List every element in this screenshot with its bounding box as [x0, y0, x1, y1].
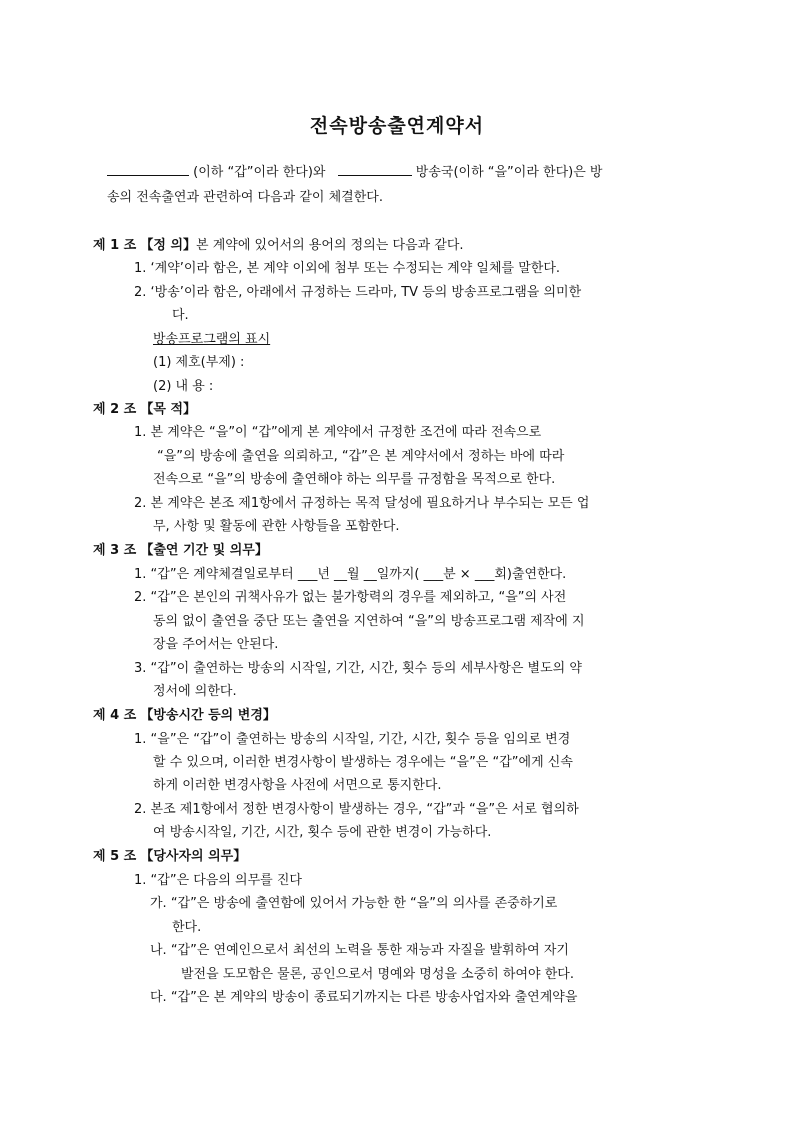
intro-line-2: 송의 전속출연과 관련하여 다음과 같이 체결한다. — [107, 190, 383, 205]
article-2-line-4: 2. 본 계약은 본조 제1항에서 규정하는 목적 달성에 필요하거나 부수되는 모든 업 — [134, 496, 590, 511]
article-5-line-1: 1. “갑”은 다음의 의무를 진다 — [134, 873, 302, 888]
article-1-item-2: 2. ‘방송’이라 함은, 아래에서 규정하는 드라마, TV 등의 방송프로그램을 의미한 — [134, 285, 582, 300]
article-1-number: 제 1 조 — [93, 238, 137, 253]
article-2-line-3: 전속으로 “을”의 방송에 출연해야 하는 의무를 규정함을 목적으로 한다. — [153, 472, 556, 487]
article-3-line-5: 3. “갑”이 출연하는 방송의 시작일, 기간, 시간, 횟수 등의 세부사항은 별도의 약 — [134, 661, 582, 676]
article-1-heading — [93, 237, 464, 255]
article-2-line-1: 1. 본 계약은 “을”이 “갑”에게 본 계약에서 규정한 조건에 따라 전속으로 — [134, 425, 542, 440]
intro-text-a: (이하 “갑”이라 한다)와 — [193, 165, 326, 180]
article-3-line-4: 장을 주어서는 안된다. — [153, 637, 279, 652]
article-5-heading — [93, 848, 246, 866]
program-content-field: (2) 내 용 : — [153, 379, 214, 394]
intro-line-1 — [107, 163, 698, 182]
article-4-title: 【방송시간 등의 변경】 — [140, 708, 276, 723]
article-1-item-2-cont: 다. — [172, 308, 189, 323]
article-4-line-3: 하게 이러한 변경사항을 사전에 서면으로 통지한다. — [153, 778, 442, 793]
article-5-item-da: 다. “갑”은 본 계약의 방송이 종료되기까지는 다른 방송사업자와 출연계약을 — [150, 990, 578, 1005]
article-2-number: 제 2 조 — [93, 402, 137, 417]
article-5-item-na-cont: 발전을 도모함은 물론, 공인으로서 명예와 명성을 소중히 하여야 한다. — [181, 967, 574, 982]
article-1-title: 【정 의】 — [140, 238, 197, 253]
document-title: 전속방송출연계약서 — [309, 115, 485, 137]
article-2-title: 【목 적】 — [140, 402, 197, 417]
article-3-line-2: 2. “갑”은 본인의 귀책사유가 없는 불가항력의 경우를 제외하고, “을”의 사전 — [134, 590, 567, 605]
article-4-line-5: 여 방송시작일, 기간, 시간, 횟수 등에 관한 변경이 가능하다. — [153, 825, 492, 840]
article-4-line-1: 1. “을”은 “갑”이 출연하는 방송의 시작일, 기간, 시간, 횟수 등을 임의로 변경 — [134, 732, 571, 747]
article-4-heading — [93, 707, 276, 725]
article-5-number: 제 5 조 — [93, 849, 137, 864]
article-5-title: 【당사자의 의무】 — [140, 849, 247, 864]
article-2-line-5: 무, 사항 및 활동에 관한 사항들을 포함한다. — [153, 519, 400, 534]
article-4-line-2: 할 수 있으며, 이러한 변경사항이 발생하는 경우에는 “을”은 “갑”에게 신속 — [153, 755, 573, 770]
article-5-item-ga-cont: 한다. — [172, 920, 202, 935]
intro-text-b: 방송국(이하 “을”이라 한다)은 방 — [415, 165, 603, 180]
article-3-number: 제 3 조 — [93, 543, 137, 558]
article-3-heading — [93, 542, 268, 560]
article-3-line-1: 1. “갑”은 계약체결일로부터 ___년 __월 __일까지( ___분 × ___회)출연한다. — [134, 567, 567, 582]
program-title-field: (1) 제호(부제) : — [153, 355, 245, 370]
article-3-title: 【출연 기간 및 의무】 — [140, 543, 268, 558]
article-4-number: 제 4 조 — [93, 708, 137, 723]
article-3-line-3: 동의 없이 출연을 중단 또는 출연을 지연하여 “을”의 방송프로그램 제작에 지 — [153, 614, 585, 629]
party-b-blank — [338, 163, 412, 176]
program-header: 방송프로그램의 표시 — [153, 332, 271, 347]
article-5-item-ga: 가. “갑”은 방송에 출연함에 있어서 가능한 한 “을”의 의사를 존중하기로 — [150, 896, 558, 911]
article-2-line-2: “을”의 방송에 출연을 의뢰하고, “갑”은 본 계약서에서 정하는 바에 따라 — [157, 449, 565, 464]
article-4-line-4: 2. 본조 제1항에서 정한 변경사항이 발생하는 경우, “갑”과 “을”은 서로 협의하 — [134, 802, 579, 817]
article-1-lead: 본 계약에 있어서의 용어의 정의는 다음과 같다. — [196, 238, 464, 253]
party-a-blank — [107, 163, 189, 176]
article-2-heading — [93, 401, 196, 419]
article-3-line-6: 정서에 의한다. — [153, 684, 237, 699]
article-5-item-na: 나. “갑”은 연예인으로서 최선의 노력을 통한 재능과 자질을 발휘하여 자기 — [150, 943, 569, 958]
article-1-item-1: 1. ‘계약’이라 함은, 본 계약 이외에 첨부 또는 수정되는 계약 일체를 말한다. — [134, 261, 561, 276]
